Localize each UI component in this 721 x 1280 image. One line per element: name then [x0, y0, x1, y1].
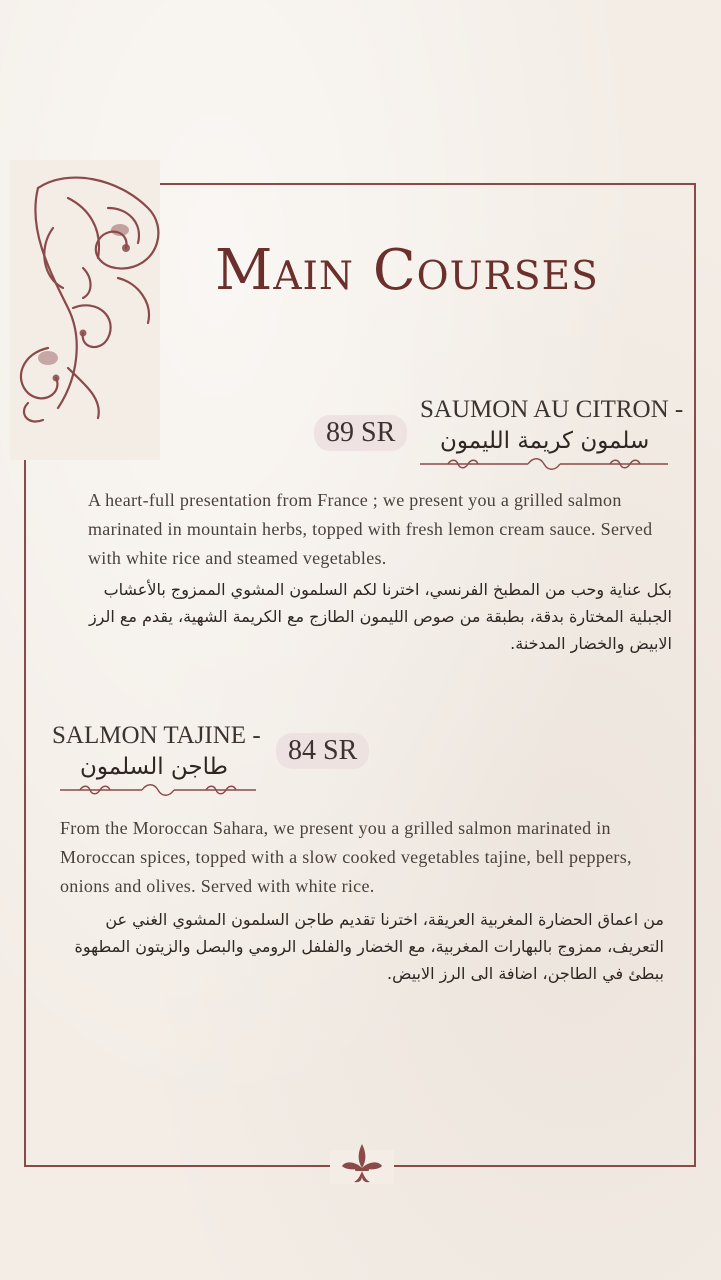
- dish-2-price: 84 SR: [276, 733, 369, 769]
- scroll-divider-icon: [58, 782, 258, 798]
- dish-1-description-ar: بكل عناية وحب من المطبخ الفرنسي، اخترنا لكم السلمون المشوي الممزوج بالأعشاب الجبلية المختارة بدقة، بطبقة من صوص الليمون الطازج مع الكريمة الشهية، يقدم مع الرز الابيض والخضار المدخنة.: [88, 580, 672, 653]
- dish-2-name-en: SALMON TAJINE -: [52, 722, 261, 749]
- dish-2-description-ar: من اعماق الحضارة المغربية العريقة، اخترنا تقديم طاجن السلمون المشوي الغني عن التعريف، ممزوج بالبهارات المغربية، مع الخضار والفلفل الرومي والبصل والزيتون المطهوة ببطئ في الطاجن، اضافة الى الرز الابيض.: [74, 910, 664, 983]
- dish-2-name-ar: طاجن السلمون: [80, 754, 228, 780]
- dish-1-name-ar: سلمون كريمة الليمون: [440, 428, 650, 454]
- page-title: Main Courses: [215, 238, 599, 303]
- fleur-de-lis-icon: [338, 1140, 386, 1188]
- dish-2-description-en: From the Moroccan Sahara, we present you a grilled salmon marinated in Moroccan spices, topped with a slow cooked vegetables tajine, bell peppers, onions and olives. Served with white rice.: [60, 818, 632, 896]
- dish-1-description-en: A heart-full presentation from France ; we present you a grilled salmon marinated in mountain herbs, topped with fresh lemon cream sauce. Served with white rice and steamed vegetables.: [88, 490, 653, 568]
- dish-1-name-en: SAUMON AU CITRON -: [420, 396, 684, 423]
- decorative-flourish-icon: [8, 168, 170, 430]
- dish-1-price: 89 SR: [314, 415, 407, 451]
- scroll-divider-icon: [418, 456, 670, 472]
